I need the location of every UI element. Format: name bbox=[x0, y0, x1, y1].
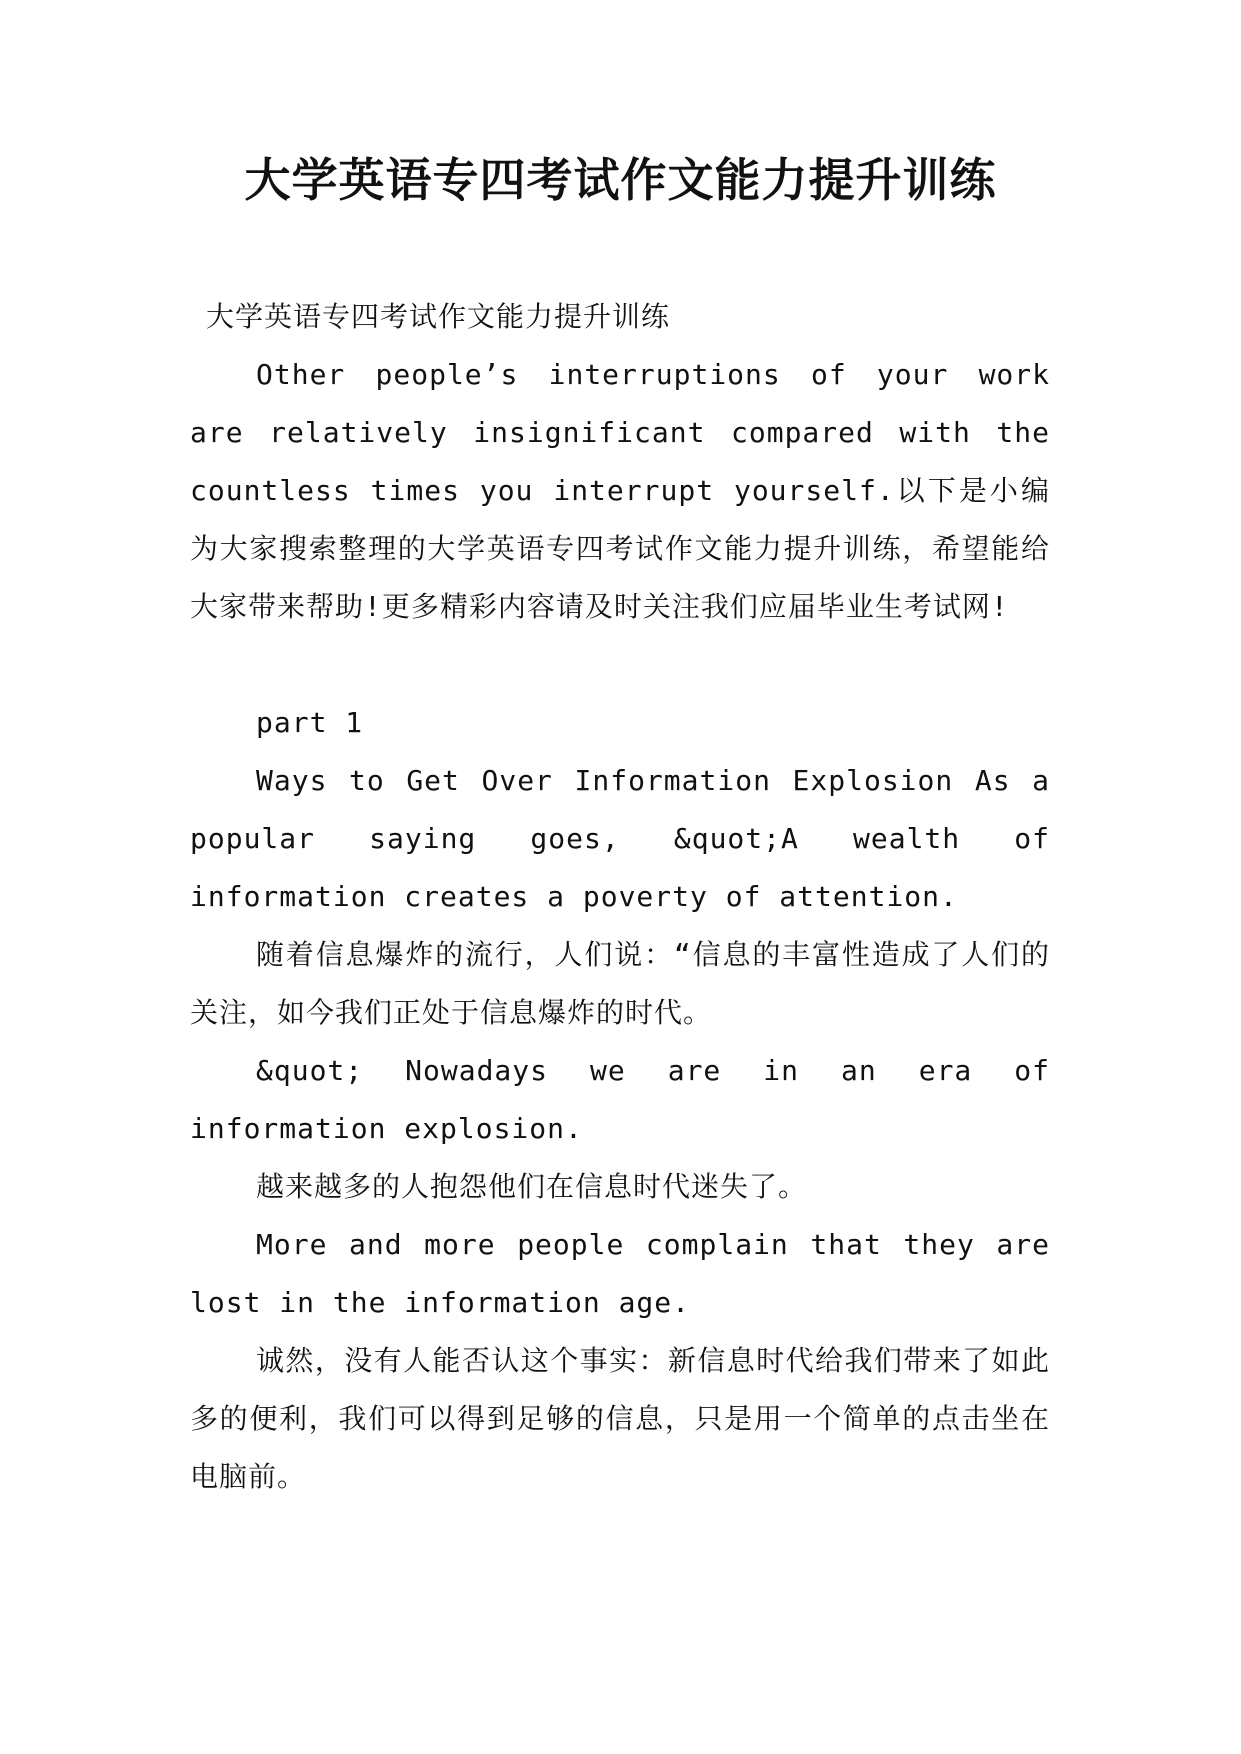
body-paragraph: 大学英语专四考试作文能力提升训练 bbox=[206, 300, 671, 333]
body-paragraph: 越来越多的人抱怨他们在信息时代迷失了。 bbox=[256, 1170, 808, 1203]
body-paragraph: Other people’s interruptions of your work are relatively insignificant compared with the countless times you interrupt yourself.以下是小编为大家搜索整理的大学英语专四考试作文能力提升训练，希望能给大家带来帮助!更多精彩内容请及时关注我们应届毕业生考试网! bbox=[190, 358, 1050, 623]
body-paragraph: 诚然，没有人能否认这个事实：新信息时代给我们带来了如此多的便利，我们可以得到足够的信息，只是用一个简单的点击坐在电脑前。 bbox=[190, 1344, 1050, 1493]
body-paragraph: &quot; Nowadays we are in an era of information explosion. bbox=[190, 1054, 1050, 1145]
body-paragraph: 随着信息爆炸的流行，人们说：“信息的丰富性造成了人们的关注，如今我们正处于信息爆炸的时代。 bbox=[190, 938, 1050, 1029]
body-paragraph: Ways to Get Over Information Explosion As a popular saying goes, &quot;A wealth of information creates a poverty of attention. bbox=[190, 764, 1050, 913]
document-title: 大学英语专四考试作文能力提升训练 bbox=[244, 153, 997, 207]
document-body bbox=[190, 288, 1050, 1506]
body-paragraph: More and more people complain that they are lost in the information age. bbox=[190, 1228, 1050, 1319]
section-heading: part 1 bbox=[256, 706, 364, 739]
